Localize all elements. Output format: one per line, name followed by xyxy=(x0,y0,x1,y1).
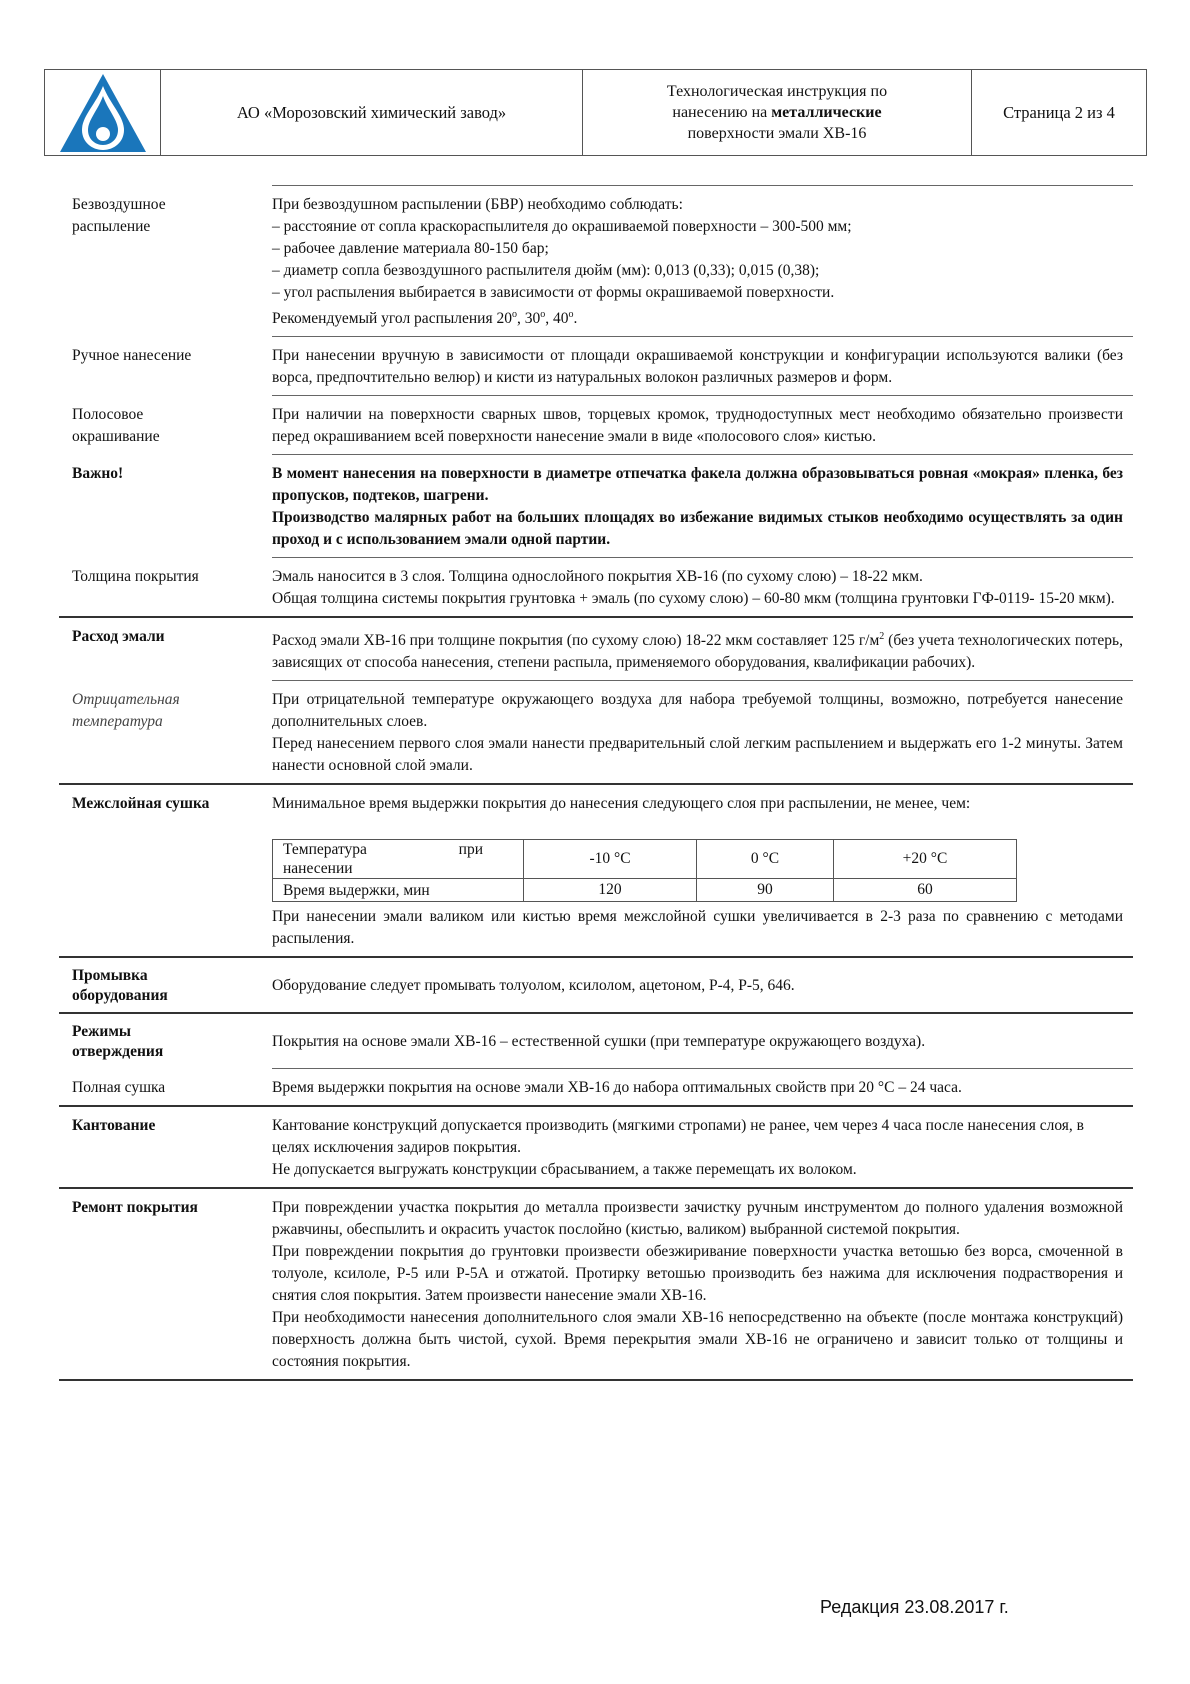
table-cell: 60 xyxy=(834,879,1017,902)
section-negative-temperature xyxy=(59,681,1133,783)
label-line: отверждения xyxy=(72,1043,164,1061)
text-part: (без учета технологических потерь, зависящих от способа нанесения, степени распыла, применяемого оборудования, квалификации рабочих). xyxy=(272,632,1124,672)
section-text xyxy=(272,1189,1133,1379)
instruction-body xyxy=(59,185,1133,1381)
label-line: Полосовое xyxy=(72,406,144,424)
title-line-2 xyxy=(667,102,887,123)
section-label: Ремонт покрытия xyxy=(72,1199,198,1217)
paragraph: Производство малярных работ на больших площадях во избежание видимых стыков необходимо осуществлять за один проход и с использованием эмали одной партии. xyxy=(272,509,1123,549)
revision-date: Редакция 23.08.2017 г. xyxy=(820,1597,1009,1617)
section-label: Толщина покрытия xyxy=(72,568,199,586)
header-text: при xyxy=(458,841,483,859)
title-line-3: поверхности эмали ХВ-16 xyxy=(687,125,867,142)
section-label xyxy=(59,1014,272,1068)
section-text xyxy=(272,558,1133,616)
table-cell: 90 xyxy=(696,879,833,902)
section-text xyxy=(272,681,1133,783)
angle-text: , 40 xyxy=(545,310,569,328)
label-line: окрашивание xyxy=(72,428,160,446)
section-text: Время выдержки покрытия на основе эмали ХВ-16 до набора оптимальных свойств при 20 °С – 24 часа. xyxy=(272,1079,962,1097)
paragraph: В момент нанесения на поверхности в диаметре отпечатка факела должна образовываться ровная «мокрая» пленка, без пропусков, подтеков, шагрени. xyxy=(272,465,1123,505)
degree-sup: o xyxy=(540,309,546,320)
section-text: Оборудование следует промывать толуолом, ксилолом, ацетоном, Р-4, Р-5, 646. xyxy=(272,977,795,995)
section-label xyxy=(59,681,272,783)
paragraph: При повреждении участка покрытия до металла произвести зачистку ручным инструментом до полного удаления возможной ржавчины, обеспылить и окрасить участок послойно (кистью, валиком) выбранной системой покрытия. xyxy=(272,1199,1123,1239)
section-coating-repair xyxy=(59,1189,1133,1379)
company-logo-icon xyxy=(58,72,148,154)
label-line: Режимы xyxy=(72,1023,131,1041)
table-cell: +20 °С xyxy=(834,840,1017,879)
table-cell: 0 °С xyxy=(696,840,833,879)
section-label: Межслойная сушка xyxy=(72,795,210,813)
document-header xyxy=(44,69,1147,156)
section-text: При нанесении вручную в зависимости от площади окрашиваемой конструкции и конфигурации используются валики (без ворса, предпочтительно велюр) и кисти из натуральных волокон различных размеров и форм. xyxy=(272,347,1123,387)
logo-cell xyxy=(45,70,161,155)
paragraph: При отрицательной температуре окружающего воздуха для набора требуемой толщины, возможно, потребуется нанесение дополнительных слоев. xyxy=(272,691,1123,731)
label-line: температура xyxy=(72,713,163,731)
section-label: Важно! xyxy=(72,465,124,483)
degree-sup: o xyxy=(568,309,574,320)
paragraph: Перед нанесением первого слоя эмали нанести предварительный слой легким распылением и выдержать его 1-2 минуты. Затем нанести основной слой эмали. xyxy=(272,735,1123,775)
header-text: нанесении xyxy=(283,860,353,878)
section-label: Кантование xyxy=(72,1117,156,1135)
angle-text: Рекомендуемый угол распыления 20 xyxy=(272,310,512,328)
section-stripe-coating xyxy=(59,396,1133,454)
table-row xyxy=(273,840,1017,879)
divider xyxy=(59,1379,1133,1381)
angle-text: , 30 xyxy=(517,310,541,328)
section-label xyxy=(59,958,272,1012)
title-line-2-bold: металлические xyxy=(771,104,882,121)
angle-text: . xyxy=(573,310,578,328)
section-equipment-washing xyxy=(59,958,1133,1012)
section-enamel-consumption xyxy=(59,618,1133,680)
paragraph: При нанесении эмали валиком или кистью время межслойной сушки увеличивается в 2-3 раза по сравнению с методами распыления. xyxy=(272,908,1123,948)
table-cell: 120 xyxy=(524,879,697,902)
recommended-angle xyxy=(272,304,1123,330)
paragraph: Эмаль наносится в 3 слоя. Толщина однослойного покрытия ХВ-16 (по сухому слою) – 18-22 мкм. xyxy=(272,568,923,586)
section-text xyxy=(272,455,1133,557)
section-text xyxy=(272,1107,1133,1187)
text-line: – диаметр сопла безвоздушного распылителя дюйм (мм): 0,013 (0,33); 0,015 (0,38); xyxy=(272,262,820,279)
label-line: Безвоздушное xyxy=(72,196,166,213)
degree-sup: o xyxy=(512,309,517,320)
page-number: Страница 2 из 4 xyxy=(1003,102,1115,122)
paragraph: При повреждении покрытия до грунтовки произвести обезжиривание поверхности участка ветошью без ворса, смоченной в толуоле, ксилоле, Р-5 или Р-5А и отжатой. Протирку ветошью производить без нажима для исключения подрастворения и снятия слоя покрытия. Затем произвести нанесение эмали ХВ-16. xyxy=(272,1243,1123,1305)
table-row xyxy=(273,879,1017,902)
section-text: Покрытия на основе эмали ХВ-16 – естественной сушки (при температуре окружающего воздуха). xyxy=(272,1033,926,1051)
section-important xyxy=(59,455,1133,557)
section-text: При наличии на поверхности сварных швов, торцевых кромок, труднодоступных мест необходимо обязательно произвести перед окрашиванием всей поверхности нанесение эмали в виде «полосового слоя» кистью. xyxy=(272,406,1123,446)
label-line: Промывка xyxy=(72,967,148,985)
section-label xyxy=(59,186,272,336)
section-interlayer-drying xyxy=(59,785,1133,956)
table-header-cell xyxy=(273,840,524,879)
drying-time-table xyxy=(272,839,1017,902)
document-title xyxy=(583,70,972,155)
section-coating-thickness xyxy=(59,558,1133,616)
label-line: Отрицательная xyxy=(72,691,180,709)
section-label: Полная сушка xyxy=(72,1079,166,1097)
paragraph: Кантование конструкций допускается производить (мягкими стропами) не ранее, чем через 4 часа после нанесения слоя, в целях исключения задиров покрытия. xyxy=(272,1117,1084,1157)
superscript: 2 xyxy=(879,631,885,643)
section-label: Ручное нанесение xyxy=(72,347,192,365)
text-line: – расстояние от сопла краскораспылителя до окрашиваемой поверхности – 300-500 мм; xyxy=(272,218,852,235)
table-cell: -10 °С xyxy=(524,840,697,879)
header-text: Температура xyxy=(283,841,367,859)
paragraph: Общая толщина системы покрытия грунтовка + эмаль (по сухому слою) – 60-80 мкм (толщина грунтовки ГФ-0119- 15-20 мкм). xyxy=(272,590,1115,608)
paragraph: Минимальное время выдержки покрытия до нанесения следующего слоя при распылении, не менее, чем: xyxy=(272,795,971,813)
section-manual-application xyxy=(59,337,1133,395)
label-line: оборудования xyxy=(72,987,168,1005)
table-cell: Время выдержки, мин xyxy=(273,879,524,902)
section-full-drying xyxy=(59,1069,1133,1105)
title-line-2-prefix: нанесению на xyxy=(672,104,772,121)
text-line: – угол распыления выбирается в зависимости от формы окрашиваемой поверхности. xyxy=(272,284,835,301)
text-line: – рабочее давление материала 80-150 бар; xyxy=(272,240,549,257)
section-curing-modes xyxy=(59,1014,1133,1068)
section-label: Расход эмали xyxy=(72,628,165,646)
section-text xyxy=(272,186,1133,336)
label-line: распыление xyxy=(72,218,151,235)
section-turning xyxy=(59,1107,1133,1187)
section-airless-spray xyxy=(59,186,1133,336)
section-text xyxy=(272,618,1133,680)
text-part: Расход эмали ХВ-16 при толщине покрытия (по сухому слою) 18-22 мкм составляет 125 г/м xyxy=(272,632,880,650)
paragraph: При необходимости нанесения дополнительного слоя эмали ХВ-16 непосредственно на объекте (после монтажа конструкций) поверхность должна быть чистой, сухой. Время перекрытия эмали ХВ-16 не ограничено и зависит только от толщины и состояния покрытия. xyxy=(272,1309,1123,1371)
paragraph: Не допускается выгружать конструкции сбрасыванием, а также перемещать их волоком. xyxy=(272,1161,857,1179)
title-line-1: Технологическая инструкция по xyxy=(666,83,888,100)
text-line: При безвоздушном распылении (БВР) необходимо соблюдать: xyxy=(272,196,683,213)
section-label xyxy=(59,396,272,454)
company-name: АО «Морозовский химический завод» xyxy=(161,70,583,155)
section-text xyxy=(272,785,1133,956)
